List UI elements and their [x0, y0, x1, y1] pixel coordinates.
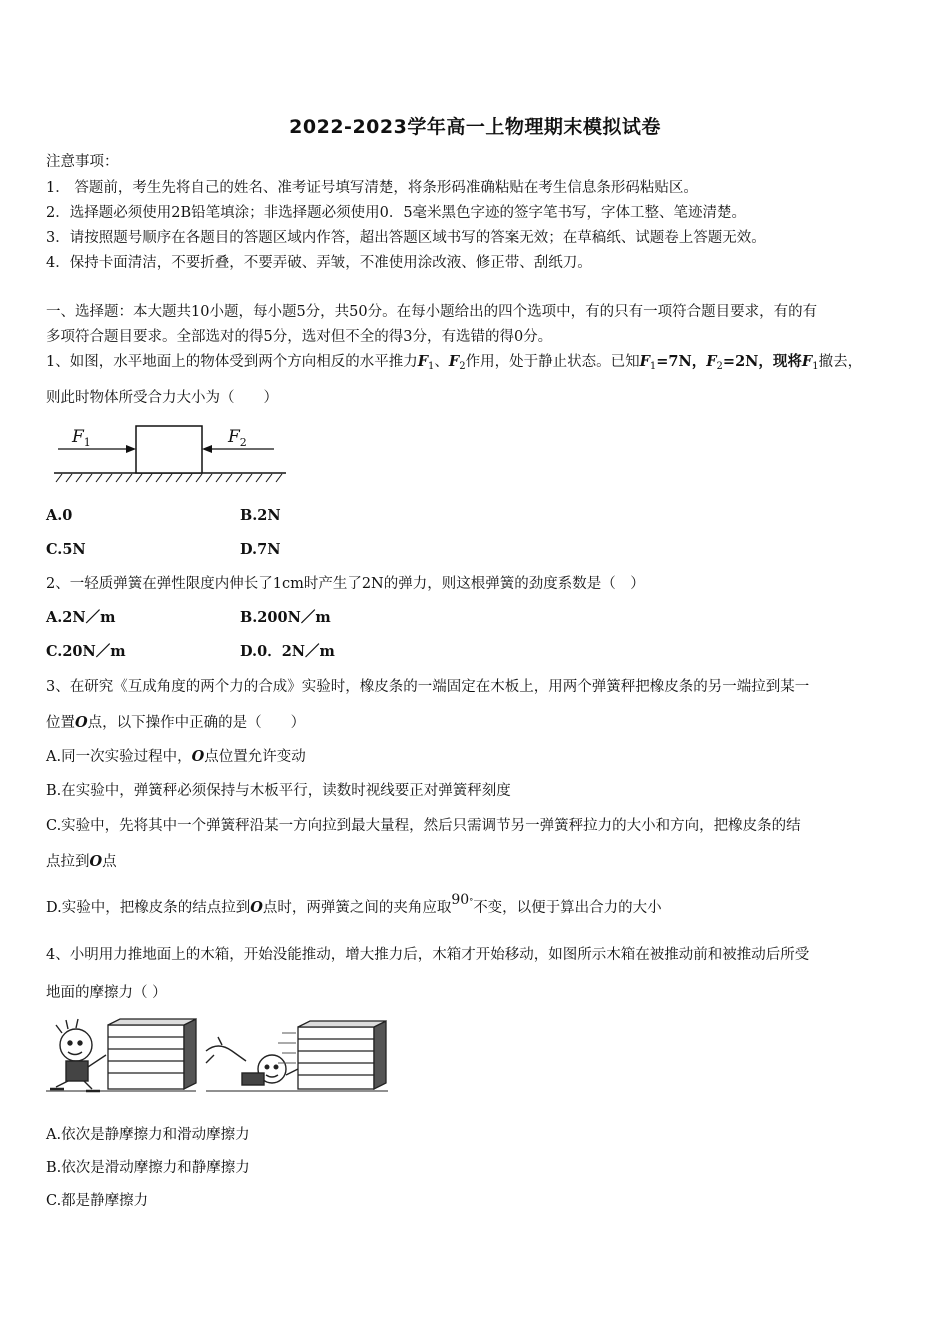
- left-crate: [108, 1019, 196, 1089]
- q3-point-o: O: [75, 714, 88, 731]
- left-boy: [50, 1019, 106, 1091]
- q3-option-d[interactable]: [46, 892, 662, 920]
- q3-angle-degree: °: [469, 897, 474, 906]
- q2-option-c[interactable]: C.20N／m: [46, 643, 126, 660]
- q2-option-a[interactable]: A.2N／m: [46, 609, 116, 626]
- q1-f2-given-sub: 2: [716, 361, 723, 372]
- section-instructions-line1: 一、选择题：本大题共10小题，每小题5分，共50分。在每小题给出的四个选项中，有的只有一项符合题目要求，有的有: [46, 304, 818, 320]
- q1-text-3: 撤去，: [818, 354, 863, 370]
- notice-item-4: 4．保持卡面清洁，不要折叠，不要弄破、弄皱，不准使用涂改液、修正带、刮纸刀。: [46, 255, 592, 271]
- q1-text-2: 作用，处于静止状态。已知: [465, 354, 640, 370]
- right-crate: [298, 1021, 386, 1089]
- q3-option-d-text-mid: 点时，两弹簧之间的夹角应取: [262, 900, 452, 916]
- q1-f1-removed-sub: 1: [812, 361, 819, 372]
- notice-item-3: 3．请按照题号顺序在各题目的答题区域内作答，超出答题区域书写的答案无效；在草稿纸、试题卷上答题无效。: [46, 230, 766, 246]
- q1-option-d[interactable]: D.7N: [240, 541, 281, 558]
- q3-angle-value: 90: [451, 892, 470, 908]
- q1-option-b[interactable]: B.2N: [240, 507, 281, 524]
- section-instructions-line2: 多项符合题目要求。全部选对的得5分，选对但不全的得3分，有选错的得0分。: [46, 329, 553, 345]
- q1-f1-given: F: [639, 353, 650, 370]
- q1-f1-value: =7N，: [656, 353, 707, 370]
- q1-f2-given: F: [706, 353, 717, 370]
- q3-option-d-text: D.实验中，把橡皮条的结点拉到: [46, 900, 251, 916]
- q3-option-a[interactable]: [46, 747, 306, 767]
- q1-f2: F: [448, 353, 460, 370]
- notice-heading: 注意事项：: [46, 154, 119, 170]
- q3-option-c-line1[interactable]: C.实验中，先将其中一个弹簧秤沿某一方向拉到最大量程，然后只需调节另一弹簧秤拉力的大小和方向，把橡皮条的结: [46, 818, 801, 834]
- q1-f2-sub: 2: [459, 361, 466, 372]
- q3-stem-line2: [46, 713, 305, 733]
- q1-f1-removed: F: [801, 353, 813, 370]
- right-boy: [206, 1037, 302, 1085]
- q3-angle: [451, 893, 473, 908]
- q4-option-c[interactable]: C.都是静摩擦力: [46, 1193, 149, 1209]
- q1-force-diagram: [46, 420, 291, 490]
- block: [136, 426, 202, 473]
- q3-option-c-text: 点拉到: [46, 854, 90, 870]
- q2-option-b[interactable]: B.200N／m: [240, 609, 331, 626]
- f2-arrowhead: [202, 445, 212, 453]
- notice-item-1: 1． 答题前，考生先将自己的姓名、准考证号填写清楚，将条形码准确粘贴在考生信息条形码粘贴区。: [46, 180, 698, 196]
- q3-option-a-text-post: 点位置允许变动: [204, 749, 306, 765]
- q1-f1-given-sub: 1: [649, 361, 657, 372]
- q3-option-c-point: O: [89, 853, 103, 870]
- ground-hatching: [56, 474, 282, 482]
- q1-option-c[interactable]: C.5N: [46, 541, 86, 558]
- q2-option-d[interactable]: D.0．2N／m: [240, 643, 335, 660]
- q1-f1-sub: 1: [428, 361, 435, 372]
- q4-option-a[interactable]: A.依次是静摩擦力和滑动摩擦力: [46, 1127, 250, 1143]
- q4-option-b[interactable]: B.依次是滑动摩擦力和静摩擦力: [46, 1160, 250, 1176]
- q1-stem-line2: 则此时物体所受合力大小为（ ）: [46, 390, 278, 406]
- f2-label: $F_2$: [228, 427, 247, 449]
- q3-option-c-line2[interactable]: [46, 852, 117, 872]
- q3-stem-text-a: 位置: [46, 715, 75, 731]
- q1-f1: F: [417, 353, 429, 370]
- q1-f2-value: =2N，现将: [722, 353, 802, 370]
- q3-option-d-point: O: [250, 899, 263, 916]
- q3-stem-text-b: 点，以下操作中正确的是（ ）: [87, 715, 306, 731]
- q3-option-a-point: O: [191, 748, 205, 765]
- q1-option-a[interactable]: A.0: [46, 507, 73, 524]
- q4-illustration: [46, 1015, 391, 1097]
- q1-sep: 、: [434, 354, 449, 370]
- f1-label: $F_1$: [72, 427, 91, 449]
- q2-stem: 2、一轻质弹簧在弹性限度内伸长了1cm时产生了2N的弹力，则这根弹簧的劲度系数是（ ）: [46, 576, 645, 592]
- f1-arrowhead: [126, 445, 136, 453]
- q1-text-1: 1、如图，水平地面上的物体受到两个方向相反的水平推力: [46, 354, 418, 370]
- q4-stem-line1: 4、小明用力推地面上的木箱，开始没能推动，增大推力后，木箱才开始移动，如图所示木箱在被推动前和被推动后所受: [46, 947, 810, 963]
- q3-option-a-text: A.同一次实验过程中，: [46, 749, 192, 765]
- q4-stem-line2: 地面的摩擦力（ ）: [46, 985, 167, 1001]
- q3-option-d-text-post: 不变，以便于算出合力的大小: [473, 900, 662, 916]
- q3-option-c-text-post: 点: [102, 854, 117, 870]
- q3-stem-line1: 3、在研究《互成角度的两个力的合成》实验时，橡皮条的一端固定在木板上，用两个弹簧秤把橡皮条的另一端拉到某一: [46, 679, 810, 695]
- q3-option-b[interactable]: B.在实验中，弹簧秤必须保持与木板平行，读数时视线要正对弹簧秤刻度: [46, 783, 511, 799]
- notice-item-2: 2．选择题必须使用2B铅笔填涂；非选择题必须使用0．5毫米黑色字迹的签字笔书写，字体工整、笔迹清楚。: [46, 205, 747, 221]
- q1-stem-line1: [46, 352, 862, 377]
- page-title: 2022-2023学年高一上物理期末模拟试卷: [289, 116, 661, 138]
